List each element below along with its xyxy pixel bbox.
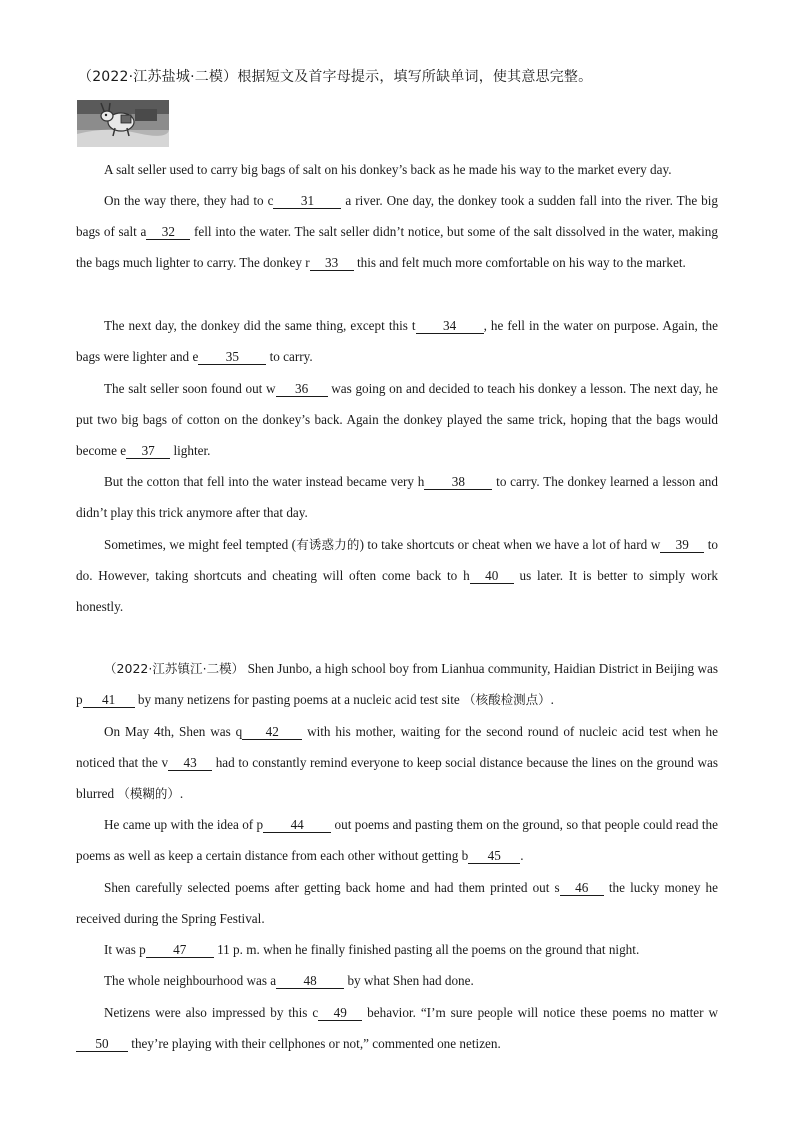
blank-31[interactable]: 31 [273,193,341,209]
text: by many netizens for pasting poems at a nucleic acid test site [134,692,464,708]
text: ) to take shortcuts or cheat when we have a lot of hard w [359,537,661,552]
blank-44[interactable]: 44 [263,817,331,833]
text: The salt seller soon found out w [104,381,276,396]
chinese-gloss: （核酸检测点） [463,692,551,708]
text: . [550,692,554,708]
blank-33[interactable]: 33 [310,255,354,271]
s1-paragraph-5 [76,466,718,528]
s2-paragraph-6 [76,965,718,996]
s1-paragraph-1 [76,154,718,185]
text: they’re playing with their cellphones or not,” commented one netizen. [128,1036,501,1052]
text: was going on and decided to teach his donkey a lesson. The next day, he put two big bags of cotton on the donkey’s back. Again the donkey played the same trick, hoping that the bags would become e [76,381,718,459]
s1-p1-text: A salt seller used to carry big bags of salt on his donkey’s back as he made his way to the market every day. [104,162,672,177]
s2-paragraph-4 [76,872,718,934]
blank-41[interactable]: 41 [83,692,135,708]
text: , he fell in the water on purpose. Again, the bags were lighter and e [76,318,718,365]
text: Netizens were also impressed by this c [104,1005,319,1020]
text: us later. It is better to simply work honestly. [76,568,719,615]
blank-35[interactable]: 35 [198,349,266,365]
blank-36[interactable]: 36 [276,381,328,397]
text: to carry. [266,349,313,365]
section1-heading: （2022·江苏盐城·二模）根据短文及首字母提示，填写所缺单词，使其意思完整。 [78,69,593,85]
text: Shen carefully selected poems after getting back home and had them printed out s [104,880,560,895]
blank-39[interactable]: 39 [660,537,704,553]
text: He came up with the idea of p [104,817,264,832]
text: It was p [104,942,146,957]
text: On the way there, they had to c [104,193,274,208]
text: to carry. The donkey learned a lesson and didn’t play this trick anymore after that day. [76,474,718,521]
text: Sometimes, we might feel tempted ( [104,537,297,552]
blank-37[interactable]: 37 [126,443,170,459]
blank-42[interactable]: 42 [242,724,302,740]
section2-source: （2022·江苏镇江·二模） [104,661,245,676]
text: with his mother, waiting for the second round of nucleic acid test when he noticed that the v [76,724,718,771]
text: lighter. [170,443,211,459]
blank-34[interactable]: 34 [416,318,484,334]
blank-48[interactable]: 48 [276,973,344,989]
blank-38[interactable]: 38 [424,474,492,490]
s2-paragraph-5 [76,934,718,965]
s1-paragraph-6 [76,529,718,623]
s1-paragraph-2 [76,185,718,279]
text: But the cotton that fell into the water instead became very h [104,474,425,489]
chinese-gloss: （模糊的） [117,786,180,802]
s2-paragraph-3 [76,809,718,871]
text: this and felt much more comfortable on his way to the market. [353,255,686,271]
s1-paragraph-3 [76,310,718,372]
text: out poems and pasting them on the ground, so that people could read the poems as well as keep a certain distance from each other without getting b [76,817,718,864]
donkey-photo-icon [77,100,169,147]
text: behavior. “I’m sure people will notice these poems no matter w [362,1005,718,1020]
text: the lucky money he received during the Spring Festival. [76,880,719,927]
s2-paragraph-2 [76,716,718,810]
text: fell into the water. The salt seller didn’t notice, but some of the salt dissolved in the water, making the bags much lighter to carry. The donkey r [76,224,718,271]
chinese-gloss: 有诱惑力的 [296,537,360,552]
text: had to constantly remind everyone to keep social distance because the lines on the ground was blurred [76,755,718,802]
blank-32[interactable]: 32 [146,224,190,240]
s2-paragraph-7 [76,997,718,1059]
text: The next day, the donkey did the same thing, except this t [104,318,416,333]
blank-43[interactable]: 43 [168,755,212,771]
blank-50[interactable]: 50 [76,1036,128,1052]
text: a river. One day, the donkey took a sudden fall into the river. The big bags of salt a [76,193,718,240]
s1-paragraph-4 [76,373,718,467]
text: . [520,848,524,864]
blank-46[interactable]: 46 [560,880,604,896]
text: 11 p. m. when he finally finished pasting all the poems on the ground that night. [213,942,640,957]
blank-49[interactable]: 49 [318,1005,362,1021]
text: by what Shen had done. [344,973,474,988]
text: . [179,786,184,802]
text: The whole neighbourhood was a [104,973,277,988]
blank-47[interactable]: 47 [146,942,214,958]
blank-40[interactable]: 40 [470,568,514,584]
text: On May 4th, Shen was q [104,724,243,739]
text: to do. However, taking shortcuts and cheating will often come back to h [76,537,718,584]
text: Shen Junbo, a high school boy from Lianhua community, Haidian District in Beijing was p [76,661,718,708]
blank-45[interactable]: 45 [468,848,520,864]
s2-paragraph-1 [76,653,718,715]
